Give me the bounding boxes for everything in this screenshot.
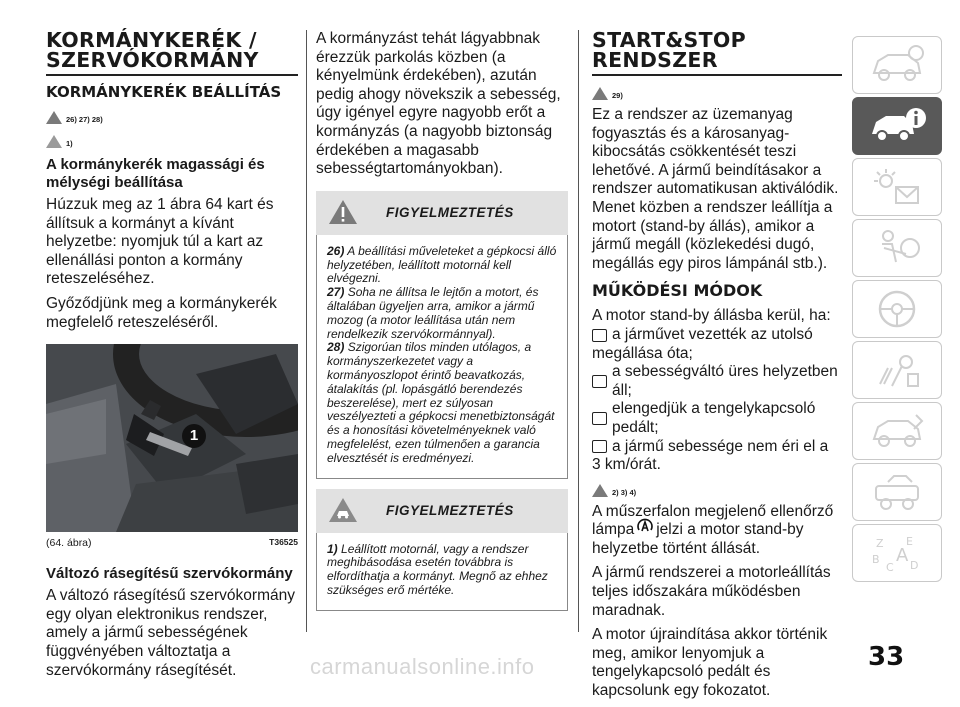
car-overview-icon [866,43,928,87]
tab-technical-data[interactable] [852,463,942,521]
maintenance-icon [866,348,928,392]
list-item-continuation: 3 km/órát. [592,456,661,474]
svg-text:A: A [896,545,909,566]
warning-header [316,191,568,235]
subheading-steering-adjust: A kormánykerék magassági és mélységi beállítása [46,156,265,191]
car-repair-icon [866,409,928,453]
ref-line [592,479,842,497]
chapter-title: START&STOP RENDSZER [592,28,746,72]
bullet-box-icon [592,412,607,425]
column-2 [316,0,568,611]
paragraph: A motor stand-by állásba kerül, ha: [592,307,831,325]
ref-line [46,130,298,148]
warning-triangle-icon [592,484,608,497]
car-info-icon [866,104,928,148]
warning-item: 1) Leállított motornál, vagy a rendszer meghibásodása esetén továbbra is elfordíthatja a kormányt. Megnő az ehhez szükséges erő mértéke. [327,541,548,597]
caution-car-icon [328,497,358,528]
paragraph: A motor újraindítása akkor történik meg, amikor lenyomjuk a tengelykapcsoló pedált és kapcsolunk egy fokozatot. [592,626,828,700]
warning-header [316,489,568,533]
ref-numbers: 1) [66,139,73,148]
tab-airbag-safety[interactable] [852,219,942,277]
column-1 [46,0,298,686]
column-divider [306,30,307,632]
tab-steering-wheel[interactable] [852,280,942,338]
ref-numbers: 2) 3) 4) [612,487,637,497]
paragraph-line: lámpa jelzi a motor stand-by [592,521,842,540]
auto-stop-warning-light-icon [636,518,654,534]
paragraph: Húzzuk meg az 1 ábra 64 kart és állítsuk a kormányt a kívánt helyzetbe: nyomjuk túl a kart az ellenállási ponton a kormány reteszeléséhez. [46,196,274,288]
steering-lever-illustration [46,344,298,532]
steering-wheel-icon [866,287,928,331]
figure-code: T36525 [269,537,298,548]
list-item: a sebességváltó üres helyzetben áll; [592,363,842,400]
warning-title: FIGYELMEZTETÉS [386,502,514,518]
svg-text:Z: Z [876,537,884,550]
title-rule [46,74,298,76]
svg-text:B: B [872,553,880,566]
tab-maintenance[interactable] [852,341,942,399]
technical-data-icon [866,470,928,514]
airbag-safety-icon [866,226,928,270]
steering-lever-photo [46,344,298,532]
section-title: KORMÁNYKERÉK BEÁLLÍTÁS [46,83,282,101]
page-number: 33 [868,642,905,672]
column-divider [578,30,579,632]
index-icon [866,531,928,575]
list-item-continuation: megállása óta; [592,344,693,362]
tab-index[interactable] [852,524,942,582]
section-title: MŰKÖDÉSI MÓDOK [592,281,763,301]
bullet-box-icon [592,329,607,342]
paragraph: A műszerfalon megjelenő ellenőrző [592,502,834,520]
tab-car-overview[interactable] [852,36,942,94]
title-rule [592,74,842,76]
callout-number: 1 [182,424,206,448]
tab-car-repair[interactable] [852,402,942,460]
column-3 [592,0,842,707]
ref-numbers: 26) 27) 28) [66,115,103,124]
warning-title: FIGYELMEZTETÉS [386,204,514,220]
warning-triangle-icon [46,111,62,124]
paragraph: A változó rásegítésű szervókormány egy olyan elektronikus rendszer, amely a jármű sebességének függvényében változtatja a szervókormány rásegítését. [46,587,295,679]
svg-text:C: C [886,561,894,574]
list-item: a jármű sebessége nem éri el a [592,438,842,457]
warning-item: 27) Soha ne állítsa le lejtőn a motort, és általában ügyeljen arra, amikor a jármű mozog (a motor leállítása után nem rendelkezik szervókormánnyal). [327,285,539,341]
paragraph: A kormányzást tehát lágyabbnak érezzük parkolás közben (a kényelmünk érdekében), azután pedig ahogy növekszik a sebesség, úgy igényel egyre nagyobb erőt a kormányzás (a nagyobb biztonság érdekében a magasabb sebességtartományokban). [316,30,561,178]
ref-line [46,106,298,124]
paragraph: Ez a rendszer az üzemanyag fogyasztás és a károsanyag-kibocsátás csökkentését teszi lehetővé. A jármű beindításakor a rendszer automatikusan aktiválódik. Menet közben a rendszer leállítja a motort (stand-by állás), amikor a jármű megáll (közlekedési dugó, megállás egy piros lámpánál stb.). [592,106,839,272]
list-item: a járművet vezették az utolsó [592,326,842,345]
watermark: carmanualsonline.info [310,654,535,679]
paragraph: A jármű rendszerei a motorleállítás teljes időszakára működésben maradnak. [592,564,831,619]
ref-numbers: 29) [612,91,623,100]
subheading-power-steering: Változó rásegítésű szervókormány [46,565,293,583]
warning-box [316,533,568,611]
figure-caption-row [46,532,298,549]
warning-triangle-icon [328,199,358,230]
list-item: elengedjük a tengelykapcsoló pedált; [592,400,842,437]
svg-text:E: E [906,535,913,548]
warning-box [316,235,568,479]
chapter-sidebar [852,36,942,585]
paragraph: Győződjünk meg a kormánykerék megfelelő reteszeléséről. [46,294,277,331]
tab-warning-lights[interactable] [852,158,942,216]
caution-car-icon [46,135,62,148]
tab-car-info[interactable] [852,97,942,155]
warning-triangle-icon [592,87,608,100]
bullet-box-icon [592,375,607,388]
warning-lights-icon [866,165,928,209]
chapter-title: KORMÁNYKERÉK / SZERVÓKORMÁNY [46,28,259,72]
figure-caption: (64. ábra) [46,537,92,550]
warning-item: 28) Szigorúan tilos minden utólagos, a kormányszerkezetet vagy a kormányoszlopot érintő beavatkozás, átalakítás (pl. lopásgátló berendezés beszerelése), mert ez súlyosan veszélyezteti a gépkocsi menetbiztonságát és a honosítási követelményeknek való megfelelést, ezen túlmenően a garancia elvesztését is eredményezi. [327,340,555,465]
bullet-box-icon [592,440,607,453]
paragraph: helyzetbe történt állását. [592,539,761,557]
svg-text:D: D [910,559,919,572]
warning-item: 26) A beállítási műveleteket a gépkocsi álló helyzetében, leállított motornál kell elvégezni. [327,243,557,286]
ref-line [592,82,842,100]
